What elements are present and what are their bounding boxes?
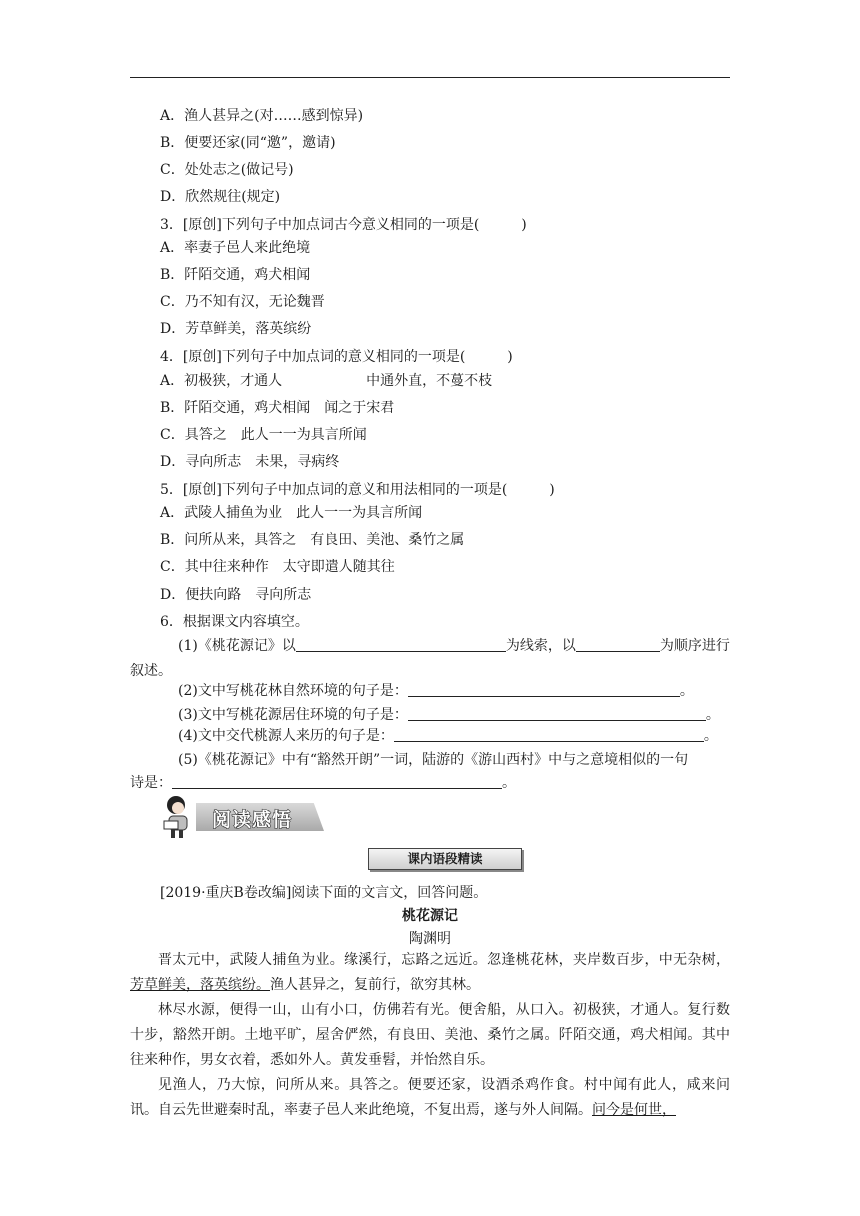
fill-3: (3)文中写桃花源居住环境的句子是： 。	[178, 707, 720, 723]
source-line: [2019·重庆B卷改编]阅读下面的文言文，回答问题。	[160, 885, 488, 901]
fill-5: (5)《桃花源记》中有“豁然开朗”一词，陆游的《游山西村》中与之意境相似的一句	[178, 752, 689, 768]
subsection-label: 课内语段精读	[368, 848, 522, 870]
option-line: A．率妻子邑人来此绝境	[160, 240, 311, 256]
option-line: D．便扶向路 寻向所志	[160, 587, 312, 603]
passage-paragraph: 见渔人，乃大惊，问所从来。具答之。便要还家，设酒杀鸡作食。村中闻有此人，咸来问讯。自云先世避秦时乱，率妻子邑人来此绝境，不复出焉，遂与外人间隔。问今是何世，	[130, 1077, 730, 1118]
option-line: A．初极狭，才通人 中通外直，不蔓不枝	[160, 373, 493, 389]
fill-2: (2)文中写桃花林自然环境的句子是： 。	[178, 683, 694, 699]
option-line: D．芳草鲜美，落英缤纷	[160, 321, 312, 337]
option-line: C．处处志之(做记号)	[160, 162, 294, 178]
fill-5-cont: 诗是： 。	[130, 775, 516, 791]
fill-1: (1)《桃花源记》以 为线索，以 为顺序进行	[178, 638, 730, 654]
question-3: 3．[原创]下列句子中加点词古今意义相同的一项是( )	[160, 217, 527, 233]
fill-4: (4)文中交代桃源人来历的句子是： 。	[178, 728, 718, 744]
option-line: B．阡陌交通，鸡犬相闻	[160, 267, 311, 283]
question-5: 5．[原创]下列句子中加点词的意义和用法相同的一项是( )	[160, 482, 555, 498]
option-line: C．乃不知有汉，无论魏晋	[160, 294, 325, 310]
underlined-phrase: 问今是何世，	[592, 1102, 676, 1118]
passage-paragraph: 晋太元中，武陵人捕鱼为业。缘溪行，忘路之远近。忽逢桃花林，夹岸数百步，中无杂树，芳草鲜美，落英缤纷。渔人甚异之，复前行，欲穷其林。	[130, 952, 730, 993]
girl-reading-icon	[160, 794, 200, 840]
answer-blank[interactable]	[408, 682, 680, 697]
option-line: B．问所从来，具答之 有良田、美池、桑竹之属	[160, 532, 465, 548]
option-line: B．阡陌交通，鸡犬相闻 闻之于宋君	[160, 400, 395, 416]
underlined-phrase: 芳草鲜美，落英缤纷。	[130, 977, 270, 993]
answer-blank[interactable]	[296, 637, 506, 652]
option-line: D．寻向所志 未果，寻病终	[160, 454, 340, 470]
answer-blank[interactable]	[172, 774, 502, 789]
question-6: 6．根据课文内容填空。	[160, 614, 309, 630]
answer-blank[interactable]	[408, 706, 706, 721]
fill-1-cont: 叙述。	[130, 663, 172, 679]
header-rule	[130, 77, 730, 78]
answer-blank[interactable]	[576, 637, 660, 652]
section-title: 阅读感悟	[212, 809, 293, 831]
option-line: B．便要还家(同“邀”，邀请)	[160, 135, 336, 151]
option-line: C．其中往来种作 太守即遣人随其往	[160, 559, 395, 575]
answer-blank[interactable]	[394, 727, 704, 742]
passage-title: 桃花源记	[402, 908, 458, 924]
section-banner	[160, 794, 330, 840]
passage-author: 陶渊明	[409, 931, 451, 947]
passage-paragraph: 林尽水源，便得一山，山有小口，仿佛若有光。便舍船，从口入。初极狭，才通人。复行数十步，豁然开朗。土地平旷，屋舍俨然，有良田、美池、桑竹之属。阡陌交通，鸡犬相闻。其中往来种作，男女衣着，悉如外人。黄发垂髫，并怡然自乐。	[130, 1002, 730, 1068]
option-line: C．具答之 此人一一为具言所闻	[160, 427, 367, 443]
option-line: A．渔人甚异之(对……感到惊异)	[160, 108, 364, 124]
option-line: A．武陵人捕鱼为业 此人一一为具言所闻	[160, 505, 423, 521]
question-4: 4．[原创]下列句子中加点词的意义相同的一项是( )	[160, 349, 513, 365]
passage-body	[130, 948, 730, 1123]
option-line: D．欣然规往(规定)	[160, 189, 281, 205]
